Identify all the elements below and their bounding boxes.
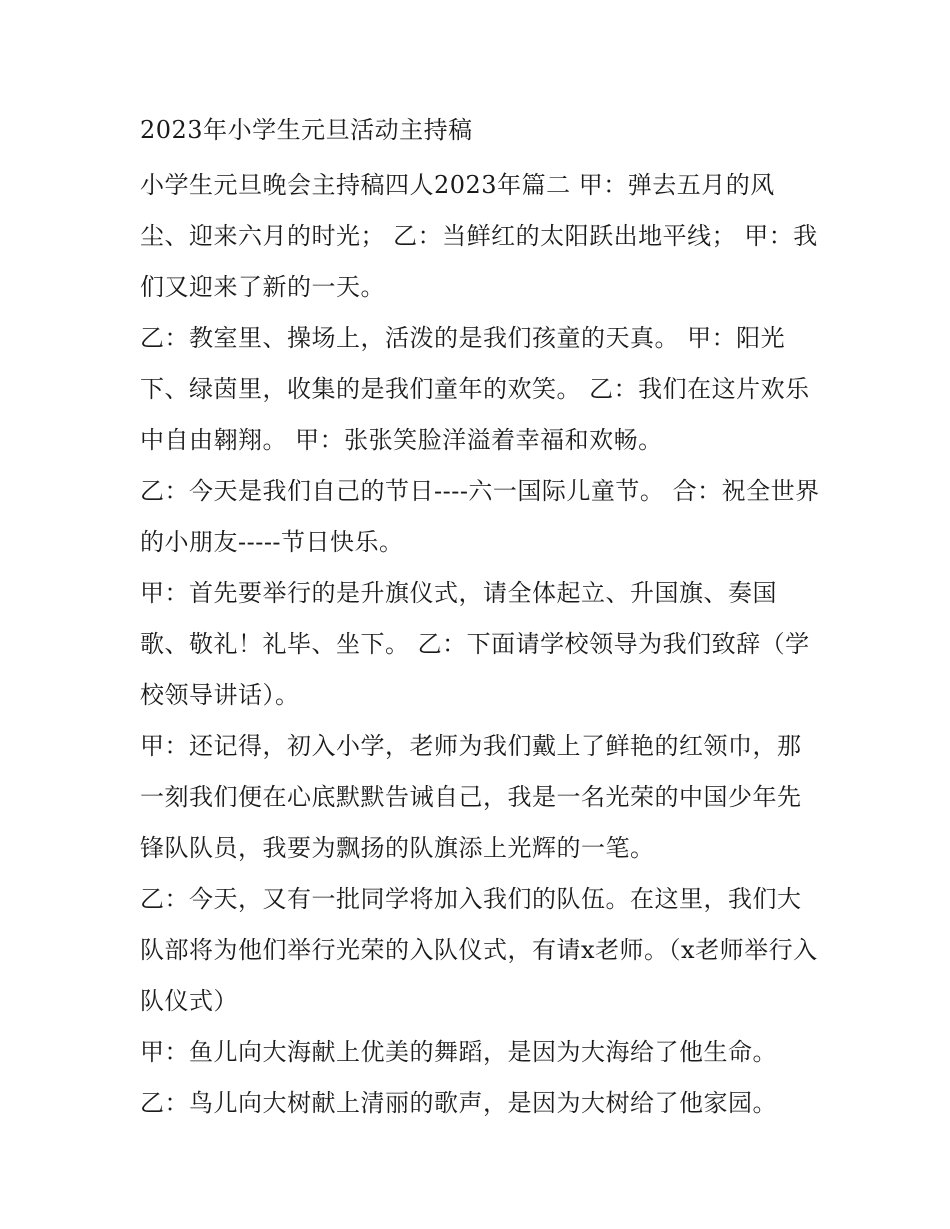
document-body	[140, 109, 820, 1129]
paragraph-3: 乙：今天是我们自己的节日----六一国际儿童节。 合：祝全世界的小朋友-----节日快乐。	[140, 477, 820, 556]
paragraph-7: 甲：鱼儿向大海献上优美的舞蹈，是因为大海给了他生命。	[140, 1038, 777, 1066]
document-title: 2023年小学生元旦活动主持稿	[140, 116, 473, 144]
paragraph-6: 乙：今天，又有一批同学将加入我们的队伍。在这里，我们大队部将为他们举行光荣的入队仪式，有请x老师。（x老师举行入队仪式）	[140, 885, 818, 1015]
paragraph-8: 乙：鸟儿向大树献上清丽的歌声，是因为大树给了他家园。	[140, 1089, 777, 1117]
paragraph-4: 甲：首先要举行的是升旗仪式，请全体起立、升国旗、奏国歌、敬礼！礼毕、坐下。 乙：下面请学校领导为我们致辞（学校领导讲话）。	[140, 579, 810, 709]
paragraph-5: 甲：还记得，初入小学，老师为我们戴上了鲜艳的红领巾，那一刻我们便在心底默默告诫自己，我是一名光荣的中国少年先锋队队员，我要为飘扬的队旗添上光辉的一笔。	[140, 732, 802, 862]
paragraph-2: 乙：教室里、操场上，活泼的是我们孩童的天真。 甲：阳光下、绿茵里，收集的是我们童年的欢笑。 乙：我们在这片欢乐中自由翱翔。 甲：张张笑脸洋溢着幸福和欢畅。	[140, 324, 810, 454]
paragraph-1: 小学生元旦晚会主持稿四人2023年篇二 甲：弹去五月的风尘、迎来六月的时光； 乙：当鲜红的太阳跃出地平线； 甲：我们又迎来了新的一天。	[140, 171, 818, 301]
